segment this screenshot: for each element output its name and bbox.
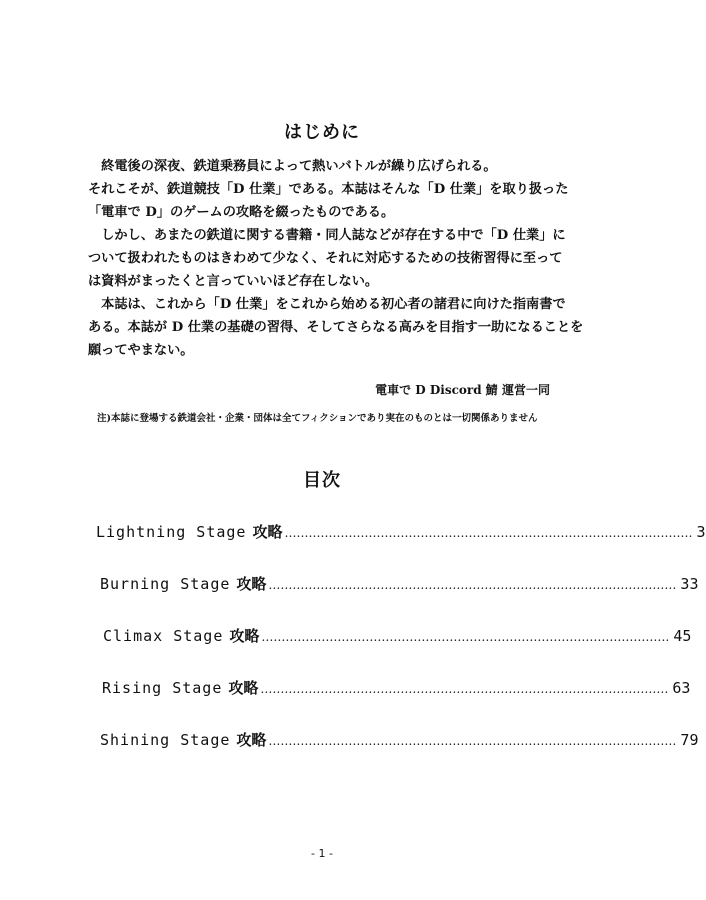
intro-line: は資料がまったくと言っていいほど存在しない。 bbox=[88, 274, 379, 289]
toc-leader-dots: ………………………………………………………………………………………… bbox=[261, 630, 670, 644]
toc-entry-title: Climax Stage bbox=[103, 627, 224, 645]
toc-entry-title: Lightning Stage bbox=[96, 523, 247, 541]
intro-line: 願ってやまない。 bbox=[88, 343, 194, 358]
intro-body bbox=[88, 155, 584, 362]
toc-leader-dots: ………………………………………………………………………………………… bbox=[260, 682, 669, 696]
intro-line: それこそが、鉄道競技「D 仕業」である。本誌はそんな「D 仕業」を取り扱った bbox=[88, 182, 569, 197]
intro-line: 終電後の深夜、鉄道乗務員によって熱いバトルが繰り広げられる。 bbox=[88, 159, 497, 174]
toc-entry-suffix: 攻略 bbox=[236, 731, 267, 749]
toc-entry[interactable] bbox=[100, 729, 699, 750]
toc-entry-title: Shining Stage bbox=[100, 731, 231, 749]
toc-entry[interactable] bbox=[103, 625, 692, 646]
intro-line: ついて扱われたものはきわめて少なく、それに対応するための技術習得に至って bbox=[88, 251, 563, 266]
toc-entry-title: Burning Stage bbox=[100, 575, 231, 593]
toc-entry[interactable] bbox=[102, 677, 691, 698]
disclaimer-note: 注)本誌に登場する鉄道会社・企業・団体は全てフィクションであり実在のものとは一切関係ありません bbox=[97, 413, 538, 424]
signature: 電車で D Discord 鯖 運営一同 bbox=[375, 383, 550, 397]
toc-leader-dots: ………………………………………………………………………………………… bbox=[268, 734, 677, 748]
toc-entry-title: Rising Stage bbox=[102, 679, 223, 697]
intro-line: しかし、あまたの鉄道に関する書籍・同人誌などが存在する中で「D 仕業」に bbox=[88, 228, 566, 243]
toc-leader-dots: ………………………………………………………………………………………… bbox=[284, 526, 693, 540]
toc-entry-page: 45 bbox=[673, 627, 692, 645]
intro-line: ある。本誌が D 仕業の基礎の習得、そしてさらなる高みを目指す一助になることを bbox=[88, 320, 584, 335]
toc-leader-dots: ………………………………………………………………………………………… bbox=[268, 578, 677, 592]
toc-entry-suffix: 攻略 bbox=[236, 575, 267, 593]
intro-line: 「電車で D」のゲームの攻略を綴ったものである。 bbox=[88, 205, 395, 220]
toc-entry-page: 3 bbox=[696, 523, 706, 541]
toc-entry-suffix: 攻略 bbox=[252, 523, 283, 541]
intro-line: 本誌は、これから「D 仕業」をこれから始める初心者の諸君に向けた指南書で bbox=[88, 297, 566, 312]
toc-heading: 目次 bbox=[303, 470, 341, 491]
toc-entry[interactable] bbox=[96, 521, 706, 542]
toc-entry-suffix: 攻略 bbox=[229, 627, 260, 645]
toc-entry-page: 79 bbox=[680, 731, 699, 749]
toc-entry-page: 63 bbox=[672, 679, 691, 697]
toc-entry-suffix: 攻略 bbox=[228, 679, 259, 697]
page-number: - 1 - bbox=[311, 847, 333, 860]
toc-entry[interactable] bbox=[100, 573, 699, 594]
intro-heading: はじめに bbox=[284, 122, 360, 143]
toc-entry-page: 33 bbox=[680, 575, 699, 593]
